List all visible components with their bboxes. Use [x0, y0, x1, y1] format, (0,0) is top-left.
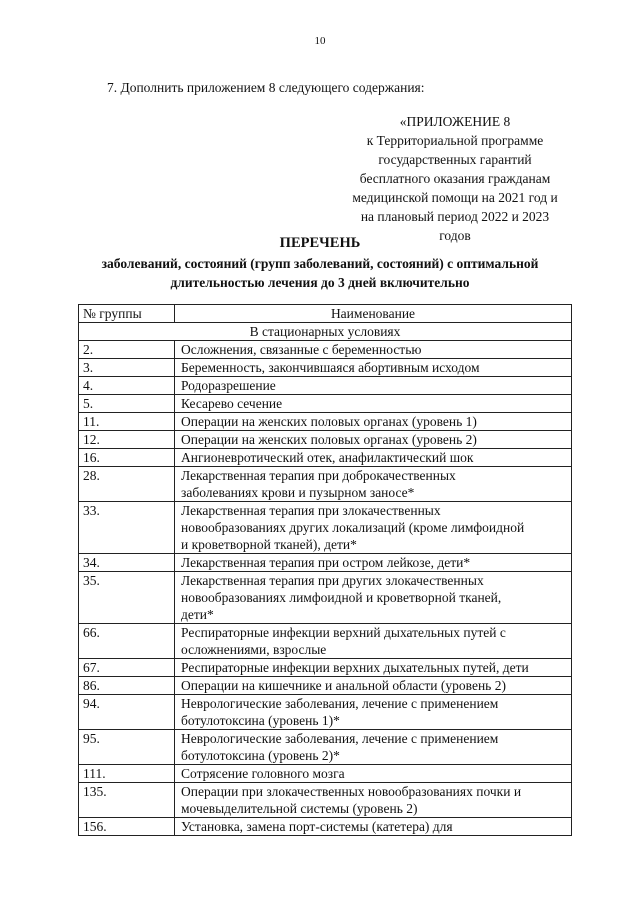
group-name	[175, 467, 572, 502]
header-group-number: № группы	[79, 305, 175, 323]
group-name-line: Операции на женских половых органах (уровень 1)	[181, 414, 477, 429]
group-name	[175, 677, 572, 695]
table-row	[79, 783, 572, 818]
group-name-line: Неврологические заболевания, лечение с применением	[181, 696, 499, 711]
group-name	[175, 624, 572, 659]
section-label: В стационарных условиях	[79, 323, 572, 341]
header-name: Наименование	[175, 305, 572, 323]
group-name-line: Операции при злокачественных новообразованиях почки и	[181, 784, 522, 799]
group-number: 11.	[79, 413, 175, 431]
group-name	[175, 413, 572, 431]
group-number: 12.	[79, 431, 175, 449]
group-number: 5.	[79, 395, 175, 413]
appendix-line: государственных гарантий	[378, 152, 532, 167]
group-name	[175, 449, 572, 467]
table-row	[79, 413, 572, 431]
group-number: 94.	[79, 695, 175, 730]
group-name-line: Неврологические заболевания, лечение с применением	[181, 731, 499, 746]
group-name-line: Респираторные инфекции верхних дыхательных путей, дети	[181, 660, 529, 675]
group-name	[175, 695, 572, 730]
group-name	[175, 377, 572, 395]
groups-table	[78, 304, 572, 836]
table-row	[79, 695, 572, 730]
group-name	[175, 765, 572, 783]
group-name	[175, 659, 572, 677]
group-name	[175, 818, 572, 836]
appendix-line: «ПРИЛОЖЕНИЕ 8	[399, 114, 511, 129]
group-name-line: Респираторные инфекции верхний дыхательных путей с	[181, 625, 506, 640]
group-name-line: Сотрясение головного мозга	[181, 766, 345, 781]
table-row	[79, 341, 572, 359]
table-row	[79, 449, 572, 467]
group-number: 135.	[79, 783, 175, 818]
group-name	[175, 783, 572, 818]
group-number: 67.	[79, 659, 175, 677]
appendix-line: к Территориальной программе	[366, 133, 544, 148]
table-row	[79, 431, 572, 449]
group-number: 33.	[79, 502, 175, 554]
section-row	[79, 323, 572, 341]
table-row	[79, 554, 572, 572]
document-title: ПЕРЕЧЕНЬ	[279, 235, 361, 251]
group-name	[175, 554, 572, 572]
group-name	[175, 730, 572, 765]
group-name-line: и кроветворной тканей), дети*	[181, 537, 357, 552]
group-number: 156.	[79, 818, 175, 836]
appendix-line: на плановый период 2022 и 2023	[360, 209, 550, 224]
group-number: 34.	[79, 554, 175, 572]
appendix-line: годов	[439, 228, 471, 243]
table-row	[79, 502, 572, 554]
group-name	[175, 395, 572, 413]
group-name-line: Операции на женских половых органах (уровень 2)	[181, 432, 477, 447]
table-row	[79, 730, 572, 765]
group-name-line: осложнениями, взрослые	[181, 642, 327, 657]
appendix-header	[330, 112, 580, 245]
group-name-line: Установка, замена порт-системы (катетера) для	[181, 819, 453, 834]
group-name-line: Родоразрешение	[181, 378, 276, 393]
group-name-line: новообразованиях лимфоидной и кроветворной тканей,	[181, 590, 502, 605]
group-name-line: заболеваниях крови и пузырном заносе*	[181, 485, 415, 500]
group-number: 28.	[79, 467, 175, 502]
group-name-line: Ангионевротический отек, анафилактический шок	[181, 450, 474, 465]
group-name	[175, 341, 572, 359]
table-row	[79, 377, 572, 395]
intro-paragraph: 7. Дополнить приложением 8 следующего содержания:	[107, 80, 425, 95]
group-number: 2.	[79, 341, 175, 359]
table-row	[79, 765, 572, 783]
group-number: 95.	[79, 730, 175, 765]
group-number: 66.	[79, 624, 175, 659]
appendix-line: бесплатного оказания гражданам	[359, 171, 551, 186]
group-name	[175, 431, 572, 449]
group-name-line: Кесарево сечение	[181, 396, 283, 411]
group-name	[175, 359, 572, 377]
group-name-line: Операции на кишечнике и анальной области (уровень 2)	[181, 678, 506, 693]
table-header-row	[79, 305, 572, 323]
group-name-line: ботулотоксина (уровень 1)*	[181, 713, 340, 728]
group-number: 16.	[79, 449, 175, 467]
group-name-line: новообразованиях других локализаций (кроме лимфоидной	[181, 520, 525, 535]
group-name-line: дети*	[181, 607, 214, 622]
group-name-line: ботулотоксина (уровень 2)*	[181, 748, 340, 763]
table-row	[79, 572, 572, 624]
group-name-line: мочевыделительной системы (уровень 2)	[181, 801, 418, 816]
appendix-line: медицинской помощи на 2021 год и	[352, 190, 558, 205]
group-number: 3.	[79, 359, 175, 377]
table-row	[79, 624, 572, 659]
group-number: 86.	[79, 677, 175, 695]
group-name	[175, 502, 572, 554]
table-row	[79, 395, 572, 413]
group-name-line: Лекарственная терапия при остром лейкозе, дети*	[181, 555, 471, 570]
group-name-line: Лекарственная терапия при злокачественных	[181, 503, 441, 518]
table-row	[79, 659, 572, 677]
group-name-line: Беременность, закончившаяся абортивным исходом	[181, 360, 480, 375]
group-name-line: Лекарственная терапия при доброкачественных	[181, 468, 456, 483]
group-name-line: Осложнения, связанные с беременностью	[181, 342, 422, 357]
table-row	[79, 467, 572, 502]
table-row	[79, 818, 572, 836]
table-row	[79, 677, 572, 695]
table-row	[79, 359, 572, 377]
subtitle-line: заболеваний, состояний (групп заболеваний, состояний) с оптимальной	[101, 256, 539, 271]
group-name-line: Лекарственная терапия при других злокачественных	[181, 573, 484, 588]
subtitle-line: длительностью лечения до 3 дней включительно	[170, 275, 470, 290]
group-number: 4.	[79, 377, 175, 395]
group-number: 35.	[79, 572, 175, 624]
group-number: 111.	[79, 765, 175, 783]
document-subtitle	[70, 254, 570, 292]
group-name	[175, 572, 572, 624]
page-number: 10	[314, 35, 326, 47]
